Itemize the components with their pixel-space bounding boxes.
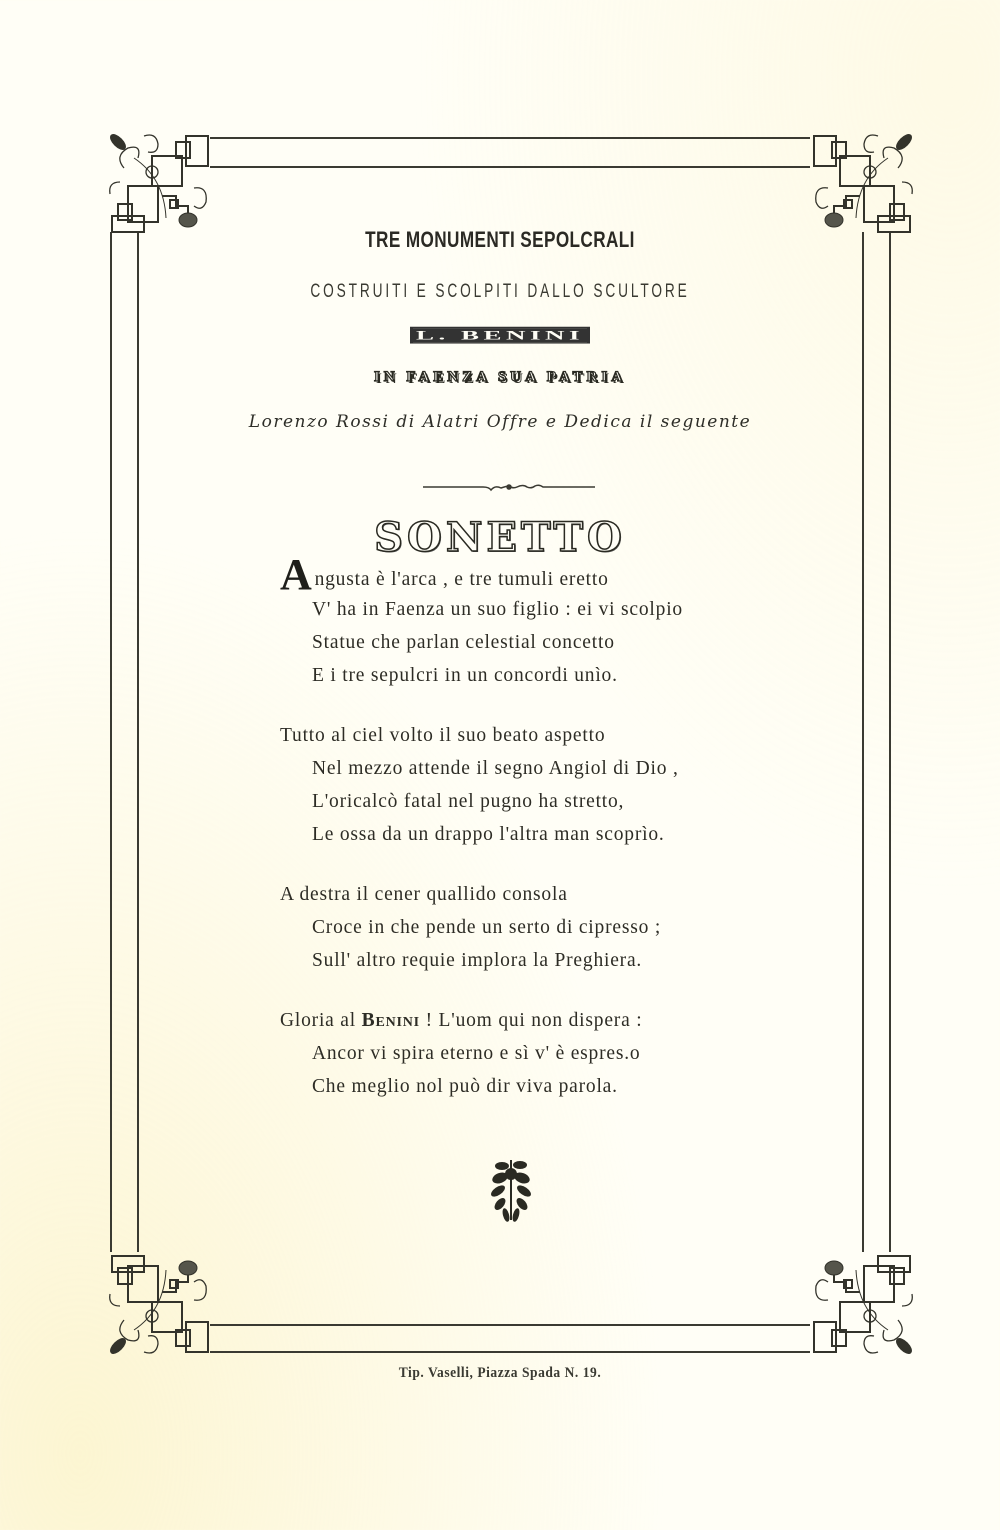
verse-line: Tutto al ciel volto il suo beato aspetto <box>280 725 606 746</box>
frame-bottom-outer-line <box>210 1351 810 1353</box>
document-title: TRE MONUMENTI SEPOLCRALI <box>365 227 635 252</box>
printer-imprint: Tip. Vaselli, Piazza Spada N. 19. <box>398 1365 602 1381</box>
verse-line: Le ossa da un drappo l'altra man scoprìo. <box>312 824 665 845</box>
stanza-1 <box>280 550 840 692</box>
verse-line: Sull' altro requie implora la Preghiera. <box>312 950 643 971</box>
verse-line: Nel mezzo attende il segno Angiol di Dio , <box>312 758 679 779</box>
verse-line: A destra il cener quallido consola <box>280 884 568 905</box>
sculptor-name-text: L. BENINI <box>413 328 587 342</box>
sculptor-name-inline: Benini <box>361 1010 420 1031</box>
poem-heading: SONETTO <box>374 514 626 561</box>
verse-line: Statue che parlan celestial concetto <box>312 632 615 653</box>
verse-line: L'oricalcò fatal nel pugno ha stretto, <box>312 791 625 812</box>
leaf-cluster-icon <box>486 1158 536 1222</box>
stanza-4 <box>280 1004 840 1103</box>
verse-line: Ancor vi spira eterno e sì v' è espres.o <box>312 1043 641 1064</box>
place-line: IN FAENZA SUA PATRIA <box>373 369 627 385</box>
frame-bottom-inner-line <box>210 1324 810 1326</box>
verse-text: ngusta è l'arca , e tre tumuli eretto <box>314 569 609 590</box>
verse-text: Gloria al <box>280 1010 362 1031</box>
document-subtitle: COSTRUITI E SCOLPITI DALLO SCULTORE <box>310 281 690 302</box>
frame-top-outer-line <box>210 137 810 139</box>
poem-body <box>280 550 840 1103</box>
corner-ornament-bottom-left-icon <box>104 1248 216 1360</box>
dedication-line: Lorenzo Rossi di Alatri Offre e Dedica il seguente <box>248 412 752 432</box>
verse-line <box>280 1004 840 1037</box>
sculptor-name <box>0 328 1000 343</box>
corner-ornament-top-left-icon <box>104 128 216 240</box>
frame-top-inner-line <box>210 166 810 168</box>
verse-text: ! L'uom qui non dispera : <box>419 1010 643 1031</box>
verse-line: Croce in che pende un serto di cipresso ; <box>312 917 662 938</box>
stanza-2 <box>280 719 840 851</box>
verse-line: V' ha in Faenza un suo figlio : ei vi scolpio <box>312 599 683 620</box>
drop-cap: A <box>280 550 313 599</box>
scroll-divider-icon <box>423 479 595 491</box>
verse-line: E i tre sepulcri in un concordi unìo. <box>312 665 618 686</box>
corner-ornament-top-right-icon <box>806 128 918 240</box>
corner-ornament-bottom-right-icon <box>806 1248 918 1360</box>
verse-line <box>280 550 840 599</box>
stanza-3 <box>280 878 840 977</box>
verse-line: Che meglio nol può dir viva parola. <box>312 1076 618 1097</box>
